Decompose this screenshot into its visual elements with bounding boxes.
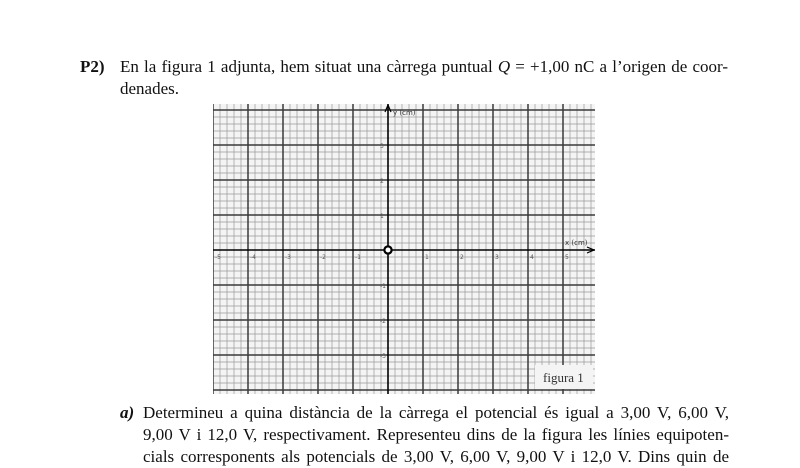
y-tick-label: 2 [380,178,384,185]
x-tick-label: -4 [250,254,256,261]
charge-marker-icon [384,246,391,253]
part-a-text [143,402,729,468]
y-axis-label: y (cm) [393,109,416,117]
part-a-line-1: Determineu a quina distància de la càrrega el potencial és igual a 3,00 V, 6,00 V, [143,403,729,422]
problem-intro [120,56,728,100]
grid-background [213,104,595,394]
y-tick-label: -2 [380,318,386,325]
y-tick-label: -1 [380,283,386,290]
x-tick-label: -3 [285,254,291,261]
coordinate-grid [213,104,595,394]
part-a-line-2: 9,00 V i 12,0 V, respectivament. Representeu dins de la figura les línies equipoten- [143,425,729,444]
intro-text-b: = +1,00 nC a l’origen de coor- [510,57,728,76]
y-tick-label: -3 [380,353,386,360]
figure-1 [213,104,595,394]
charge-symbol: Q [497,57,511,76]
x-tick-label: 2 [460,254,464,261]
x-tick-label: -5 [215,254,221,261]
y-tick-label: 3 [380,143,384,150]
intro-text-c: denades. [120,79,180,98]
figure-caption: figura 1 [543,370,584,385]
intro-text-a: En la figura 1 adjunta, hem situat una càrrega puntual [120,57,498,76]
x-tick-label: 1 [425,254,429,261]
x-tick-label: 4 [530,254,534,261]
problem-label: P2) [80,57,105,76]
part-a-label: a) [120,403,135,422]
x-tick-label: 5 [565,254,569,261]
x-tick-label: 3 [495,254,499,261]
x-axis-label: x (cm) [565,239,588,247]
part-a-line-3: cials corresponents als potencials de 3,00 V, 6,00 V, 9,00 V i 12,0 V. Dins quin de [143,447,729,466]
y-tick-label: 1 [380,213,384,220]
x-tick-label: -2 [320,254,326,261]
x-tick-label: -1 [355,254,361,261]
